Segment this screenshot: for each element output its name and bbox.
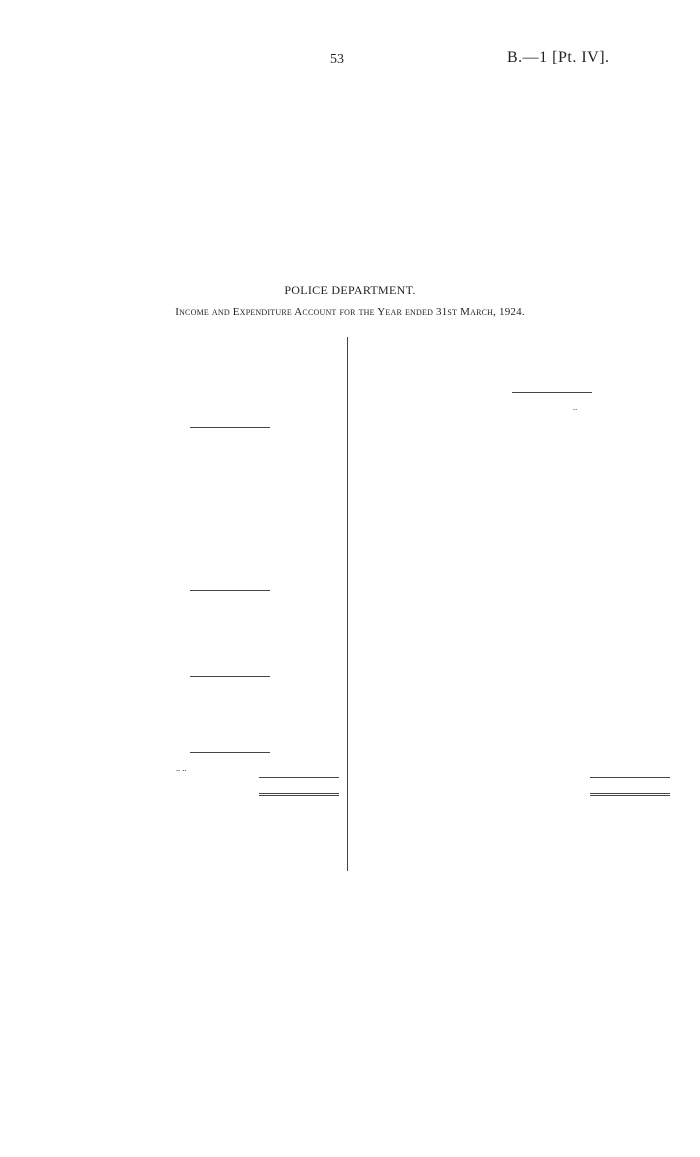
depreciation-subtotal-rule xyxy=(190,676,270,677)
document-reference: B.—1 [Pt. IV]. xyxy=(507,49,610,66)
excess-leader: .. xyxy=(573,403,578,413)
exp-grand-rule-2 xyxy=(259,795,339,796)
other-subtotal-rule xyxy=(190,590,270,591)
inc-grand-rule-1 xyxy=(590,793,670,794)
column-divider xyxy=(347,337,348,871)
exp-grand-rule-top xyxy=(259,777,339,778)
exp-grand-rule-1 xyxy=(259,793,339,794)
inc-grand-rule-top xyxy=(590,777,670,778)
inc-grand-rule-2 xyxy=(590,795,670,796)
interest-leader: .. .. xyxy=(176,763,187,773)
page-number: 53 xyxy=(330,52,344,67)
income-subtotal-rule xyxy=(512,392,592,393)
account-subtitle: Income and Expenditure Account for the Year ended 31st March, 1924. xyxy=(175,306,525,318)
admin-subtotal-rule xyxy=(190,427,270,428)
page-title: POLICE DEPARTMENT. xyxy=(284,283,416,297)
loss-subtotal-rule xyxy=(190,752,270,753)
